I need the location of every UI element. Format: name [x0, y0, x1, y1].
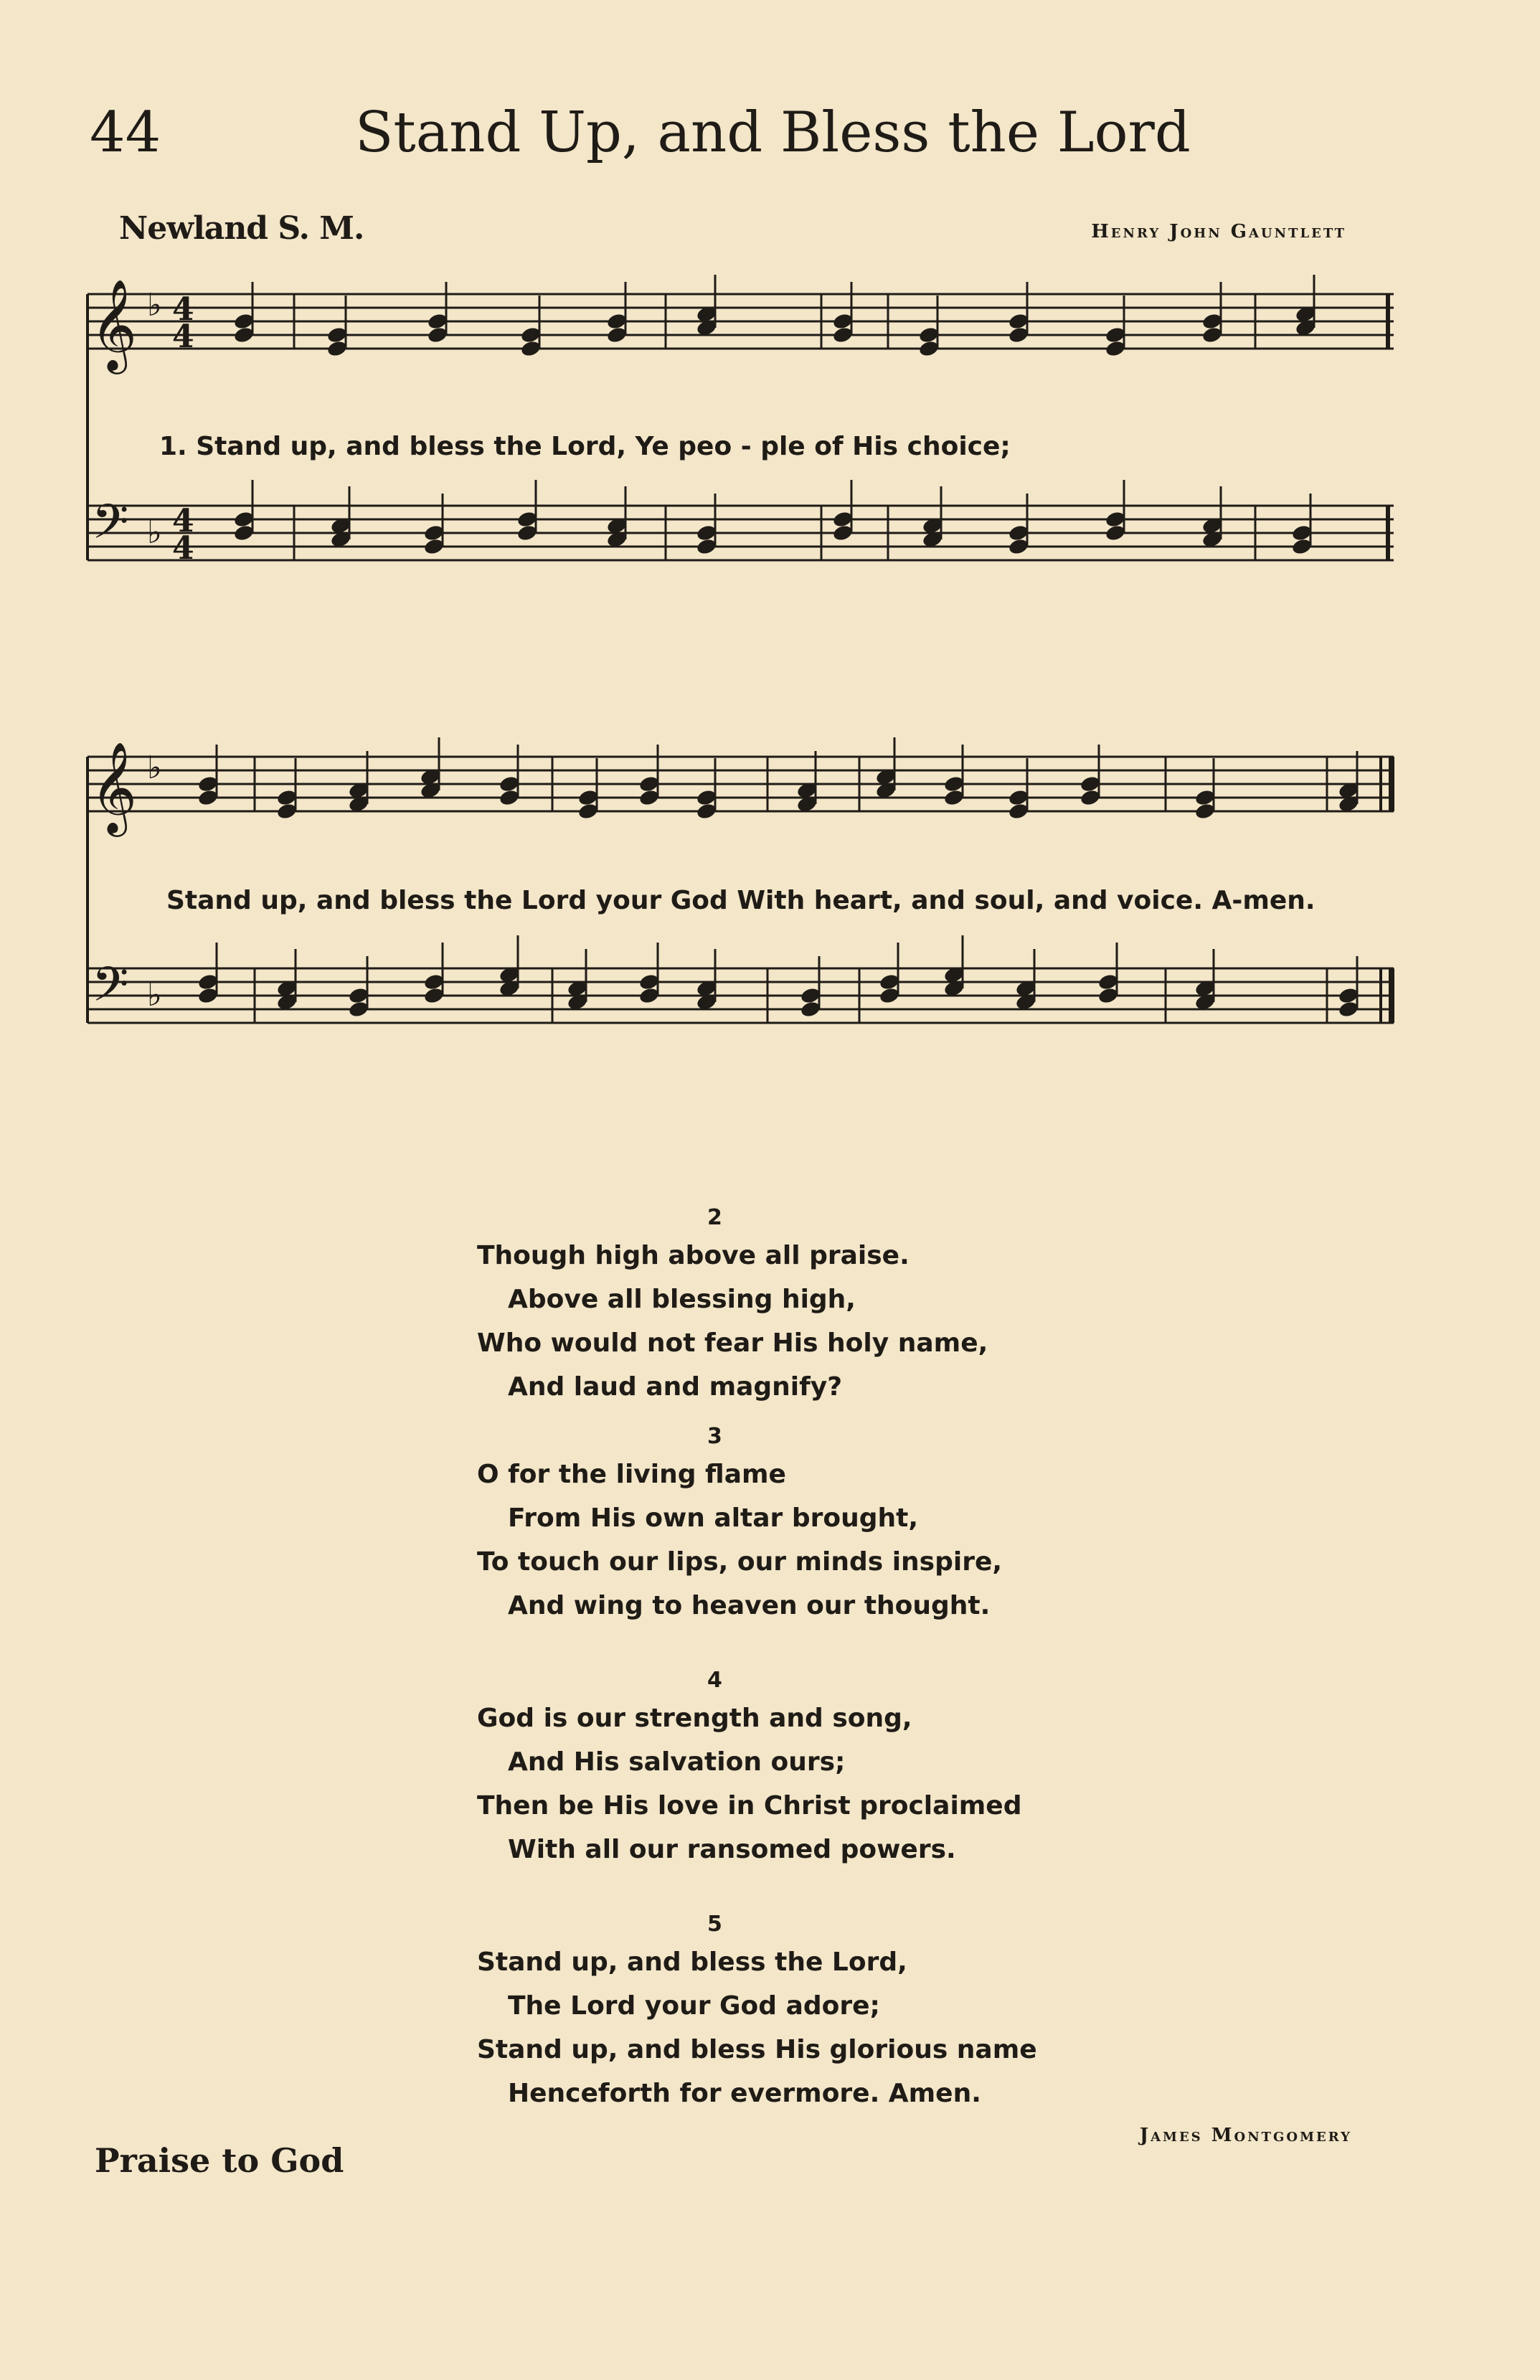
verse-line: Henceforth for evermore. Amen.: [508, 2079, 981, 2108]
section-label: Praise to God: [95, 2141, 344, 2180]
verse-line: Who would not fear His holy name,: [477, 1328, 988, 1358]
verse-line: To touch our lips, our minds inspire,: [477, 1547, 1003, 1577]
verse-number: 2: [707, 1205, 722, 1230]
flat-key-signature: ♭: [147, 514, 162, 551]
verse-line: And His salvation ours;: [508, 1747, 846, 1777]
flat-key-signature: ♭: [147, 287, 162, 324]
verse-number: 5: [707, 1912, 722, 1937]
verse-line: Then be His love in Christ proclaimed: [477, 1791, 1022, 1821]
verse-line: From His own altar brought,: [508, 1503, 918, 1533]
bass-clef: 𝄢: [92, 957, 129, 1024]
verse-line: Above all blessing high,: [508, 1285, 856, 1314]
treble-clef: 𝄞: [90, 741, 138, 833]
verse-line: The Lord your God adore;: [508, 1991, 880, 2021]
music-score: [0, 0, 1540, 1148]
time-signature: 4: [172, 291, 194, 328]
verse-line: O for the living flame: [477, 1460, 786, 1489]
composer-credit: Henry John Gauntlett: [1091, 221, 1346, 242]
verse-number: 3: [707, 1424, 722, 1449]
verse-line: Stand up, and bless His glorious name: [477, 2035, 1037, 2064]
verse-line: And laud and magnify?: [508, 1372, 843, 1402]
flat-key-signature: ♭: [147, 750, 162, 786]
bass-clef: 𝄢: [92, 494, 129, 561]
hymn-number: 44: [90, 100, 161, 165]
lyrics-system-2: Stand up, and bless the Lord your God With heart, and soul, and voice. A-men.: [166, 886, 1315, 915]
tune-name: Newland S. M.: [119, 210, 364, 247]
verse-line: With all our ransomed powers.: [508, 1835, 956, 1864]
time-signature: 4: [172, 530, 194, 567]
verse-line: Stand up, and bless the Lord,: [477, 1947, 907, 1977]
author-credit: James Montgomery: [1139, 2125, 1352, 2146]
verse-line: Though high above all praise.: [477, 1241, 910, 1270]
flat-key-signature: ♭: [147, 977, 162, 1014]
verse-number: 4: [707, 1668, 722, 1693]
verse-line: God is our strength and song,: [477, 1704, 912, 1733]
hymn-title: Stand Up, and Bless the Lord: [355, 100, 1191, 165]
lyrics-system-1: 1. Stand up, and bless the Lord, Ye peo - ple of His choice;: [159, 432, 1011, 461]
verse-line: And wing to heaven our thought.: [508, 1591, 991, 1620]
time-signature: 4: [172, 318, 194, 355]
time-signature: 4: [172, 503, 194, 539]
treble-clef: 𝄞: [90, 278, 138, 370]
